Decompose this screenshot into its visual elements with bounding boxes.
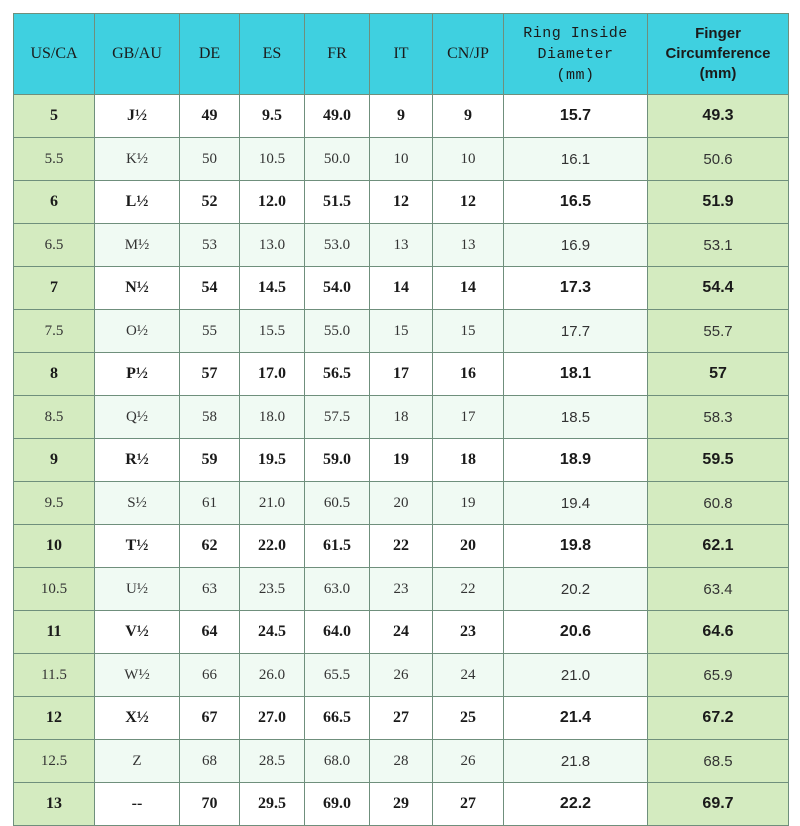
- cell-es: 18.0: [240, 396, 305, 439]
- cell-cn-jp: 14: [433, 267, 504, 310]
- cell-cn-jp: 17: [433, 396, 504, 439]
- cell-us-ca: 13: [14, 783, 95, 826]
- table-row: [14, 138, 789, 181]
- cell-de: 49: [180, 95, 240, 138]
- cell-it: 15: [370, 310, 433, 353]
- header-circ-line2: Circumference: [665, 45, 771, 62]
- cell-diameter: 21.4: [504, 697, 648, 740]
- cell-diameter: 18.9: [504, 439, 648, 482]
- cell-gb-au: R½: [95, 439, 180, 482]
- cell-it: 12: [370, 181, 433, 224]
- cell-us-ca: 8: [14, 353, 95, 396]
- table-row: [14, 611, 789, 654]
- header-diameter-line3: (mm): [556, 66, 595, 84]
- cell-gb-au: L½: [95, 181, 180, 224]
- cell-cn-jp: 26: [433, 740, 504, 783]
- cell-cn-jp: 16: [433, 353, 504, 396]
- cell-circumference: 53.1: [648, 224, 789, 267]
- header-row: [14, 14, 789, 95]
- cell-it: 14: [370, 267, 433, 310]
- table-row: [14, 267, 789, 310]
- cell-gb-au: Z: [95, 740, 180, 783]
- cell-circumference: 57: [648, 353, 789, 396]
- cell-fr: 57.5: [305, 396, 370, 439]
- cell-us-ca: 6.5: [14, 224, 95, 267]
- cell-circumference: 54.4: [648, 267, 789, 310]
- cell-us-ca: 9: [14, 439, 95, 482]
- cell-it: 13: [370, 224, 433, 267]
- cell-it: 22: [370, 525, 433, 568]
- cell-es: 22.0: [240, 525, 305, 568]
- cell-it: 18: [370, 396, 433, 439]
- cell-cn-jp: 20: [433, 525, 504, 568]
- cell-fr: 54.0: [305, 267, 370, 310]
- cell-de: 59: [180, 439, 240, 482]
- header-circ-line3: (mm): [699, 65, 737, 82]
- cell-es: 17.0: [240, 353, 305, 396]
- cell-diameter: 20.6: [504, 611, 648, 654]
- cell-it: 23: [370, 568, 433, 611]
- cell-it: 27: [370, 697, 433, 740]
- cell-de: 52: [180, 181, 240, 224]
- table-row: [14, 783, 789, 826]
- cell-es: 26.0: [240, 654, 305, 697]
- cell-cn-jp: 22: [433, 568, 504, 611]
- cell-es: 19.5: [240, 439, 305, 482]
- cell-es: 14.5: [240, 267, 305, 310]
- cell-diameter: 22.2: [504, 783, 648, 826]
- cell-us-ca: 9.5: [14, 482, 95, 525]
- cell-de: 55: [180, 310, 240, 353]
- header-diameter-line2: Diameter: [537, 45, 614, 63]
- cell-de: 50: [180, 138, 240, 181]
- table-row: [14, 224, 789, 267]
- table-row: [14, 482, 789, 525]
- cell-circumference: 58.3: [648, 396, 789, 439]
- cell-circumference: 51.9: [648, 181, 789, 224]
- cell-es: 29.5: [240, 783, 305, 826]
- cell-us-ca: 12: [14, 697, 95, 740]
- cell-es: 28.5: [240, 740, 305, 783]
- table-row: [14, 396, 789, 439]
- cell-es: 24.5: [240, 611, 305, 654]
- cell-us-ca: 6: [14, 181, 95, 224]
- cell-gb-au: K½: [95, 138, 180, 181]
- table-row: [14, 95, 789, 138]
- cell-cn-jp: 12: [433, 181, 504, 224]
- table-row: [14, 654, 789, 697]
- header-circ-line1: Finger: [695, 25, 741, 42]
- cell-de: 62: [180, 525, 240, 568]
- cell-gb-au: T½: [95, 525, 180, 568]
- table-row: [14, 181, 789, 224]
- cell-us-ca: 11.5: [14, 654, 95, 697]
- table-row: [14, 740, 789, 783]
- cell-gb-au: W½: [95, 654, 180, 697]
- cell-circumference: 65.9: [648, 654, 789, 697]
- cell-fr: 59.0: [305, 439, 370, 482]
- cell-de: 66: [180, 654, 240, 697]
- cell-gb-au: O½: [95, 310, 180, 353]
- cell-diameter: 19.8: [504, 525, 648, 568]
- cell-it: 10: [370, 138, 433, 181]
- cell-us-ca: 5.5: [14, 138, 95, 181]
- cell-us-ca: 12.5: [14, 740, 95, 783]
- table-row: [14, 525, 789, 568]
- cell-cn-jp: 19: [433, 482, 504, 525]
- cell-diameter: 19.4: [504, 482, 648, 525]
- cell-cn-jp: 9: [433, 95, 504, 138]
- header-diameter-line1: Ring Inside: [523, 24, 628, 42]
- cell-us-ca: 7: [14, 267, 95, 310]
- cell-gb-au: --: [95, 783, 180, 826]
- cell-gb-au: P½: [95, 353, 180, 396]
- cell-it: 17: [370, 353, 433, 396]
- cell-fr: 51.5: [305, 181, 370, 224]
- cell-gb-au: N½: [95, 267, 180, 310]
- cell-es: 21.0: [240, 482, 305, 525]
- cell-us-ca: 10.5: [14, 568, 95, 611]
- cell-diameter: 16.9: [504, 224, 648, 267]
- cell-cn-jp: 27: [433, 783, 504, 826]
- cell-fr: 49.0: [305, 95, 370, 138]
- cell-gb-au: X½: [95, 697, 180, 740]
- cell-diameter: 18.5: [504, 396, 648, 439]
- header-us-ca: US/CA: [14, 14, 95, 95]
- cell-us-ca: 10: [14, 525, 95, 568]
- cell-cn-jp: 23: [433, 611, 504, 654]
- cell-gb-au: J½: [95, 95, 180, 138]
- cell-circumference: 63.4: [648, 568, 789, 611]
- cell-gb-au: S½: [95, 482, 180, 525]
- cell-cn-jp: 18: [433, 439, 504, 482]
- table-row: [14, 439, 789, 482]
- cell-cn-jp: 25: [433, 697, 504, 740]
- cell-de: 63: [180, 568, 240, 611]
- cell-gb-au: Q½: [95, 396, 180, 439]
- cell-circumference: 60.8: [648, 482, 789, 525]
- table-row: [14, 353, 789, 396]
- cell-diameter: 21.8: [504, 740, 648, 783]
- cell-cn-jp: 10: [433, 138, 504, 181]
- cell-es: 27.0: [240, 697, 305, 740]
- cell-us-ca: 7.5: [14, 310, 95, 353]
- cell-circumference: 68.5: [648, 740, 789, 783]
- table-body: [14, 95, 789, 826]
- cell-fr: 66.5: [305, 697, 370, 740]
- header-cn-jp: CN/JP: [433, 14, 504, 95]
- cell-fr: 69.0: [305, 783, 370, 826]
- cell-fr: 65.5: [305, 654, 370, 697]
- cell-diameter: 15.7: [504, 95, 648, 138]
- cell-es: 13.0: [240, 224, 305, 267]
- cell-it: 28: [370, 740, 433, 783]
- cell-it: 26: [370, 654, 433, 697]
- cell-diameter: 16.5: [504, 181, 648, 224]
- cell-de: 53: [180, 224, 240, 267]
- cell-diameter: 17.3: [504, 267, 648, 310]
- cell-fr: 60.5: [305, 482, 370, 525]
- cell-fr: 68.0: [305, 740, 370, 783]
- header-it: IT: [370, 14, 433, 95]
- header-es: ES: [240, 14, 305, 95]
- cell-circumference: 49.3: [648, 95, 789, 138]
- header-de: DE: [180, 14, 240, 95]
- cell-it: 24: [370, 611, 433, 654]
- header-gb-au: GB/AU: [95, 14, 180, 95]
- cell-it: 20: [370, 482, 433, 525]
- ring-size-chart: [13, 13, 788, 812]
- cell-es: 23.5: [240, 568, 305, 611]
- cell-gb-au: V½: [95, 611, 180, 654]
- cell-de: 70: [180, 783, 240, 826]
- cell-fr: 53.0: [305, 224, 370, 267]
- cell-es: 12.0: [240, 181, 305, 224]
- cell-it: 29: [370, 783, 433, 826]
- cell-de: 61: [180, 482, 240, 525]
- cell-circumference: 55.7: [648, 310, 789, 353]
- cell-us-ca: 8.5: [14, 396, 95, 439]
- header-ring-inside-diameter: [504, 14, 648, 95]
- cell-de: 67: [180, 697, 240, 740]
- header-fr: FR: [305, 14, 370, 95]
- cell-diameter: 20.2: [504, 568, 648, 611]
- cell-de: 57: [180, 353, 240, 396]
- cell-de: 58: [180, 396, 240, 439]
- cell-de: 68: [180, 740, 240, 783]
- cell-fr: 64.0: [305, 611, 370, 654]
- table-row: [14, 697, 789, 740]
- cell-es: 9.5: [240, 95, 305, 138]
- cell-de: 64: [180, 611, 240, 654]
- cell-it: 19: [370, 439, 433, 482]
- ring-size-table: [13, 13, 789, 826]
- cell-gb-au: M½: [95, 224, 180, 267]
- cell-circumference: 50.6: [648, 138, 789, 181]
- cell-circumference: 59.5: [648, 439, 789, 482]
- cell-diameter: 18.1: [504, 353, 648, 396]
- cell-circumference: 69.7: [648, 783, 789, 826]
- header-finger-circumference: [648, 14, 789, 95]
- cell-de: 54: [180, 267, 240, 310]
- cell-circumference: 64.6: [648, 611, 789, 654]
- cell-fr: 61.5: [305, 525, 370, 568]
- cell-es: 15.5: [240, 310, 305, 353]
- cell-diameter: 16.1: [504, 138, 648, 181]
- cell-fr: 55.0: [305, 310, 370, 353]
- cell-fr: 50.0: [305, 138, 370, 181]
- cell-fr: 63.0: [305, 568, 370, 611]
- cell-us-ca: 5: [14, 95, 95, 138]
- cell-diameter: 21.0: [504, 654, 648, 697]
- cell-es: 10.5: [240, 138, 305, 181]
- cell-gb-au: U½: [95, 568, 180, 611]
- cell-circumference: 62.1: [648, 525, 789, 568]
- cell-diameter: 17.7: [504, 310, 648, 353]
- cell-cn-jp: 24: [433, 654, 504, 697]
- cell-fr: 56.5: [305, 353, 370, 396]
- table-row: [14, 568, 789, 611]
- cell-us-ca: 11: [14, 611, 95, 654]
- cell-cn-jp: 15: [433, 310, 504, 353]
- cell-cn-jp: 13: [433, 224, 504, 267]
- cell-circumference: 67.2: [648, 697, 789, 740]
- table-row: [14, 310, 789, 353]
- cell-it: 9: [370, 95, 433, 138]
